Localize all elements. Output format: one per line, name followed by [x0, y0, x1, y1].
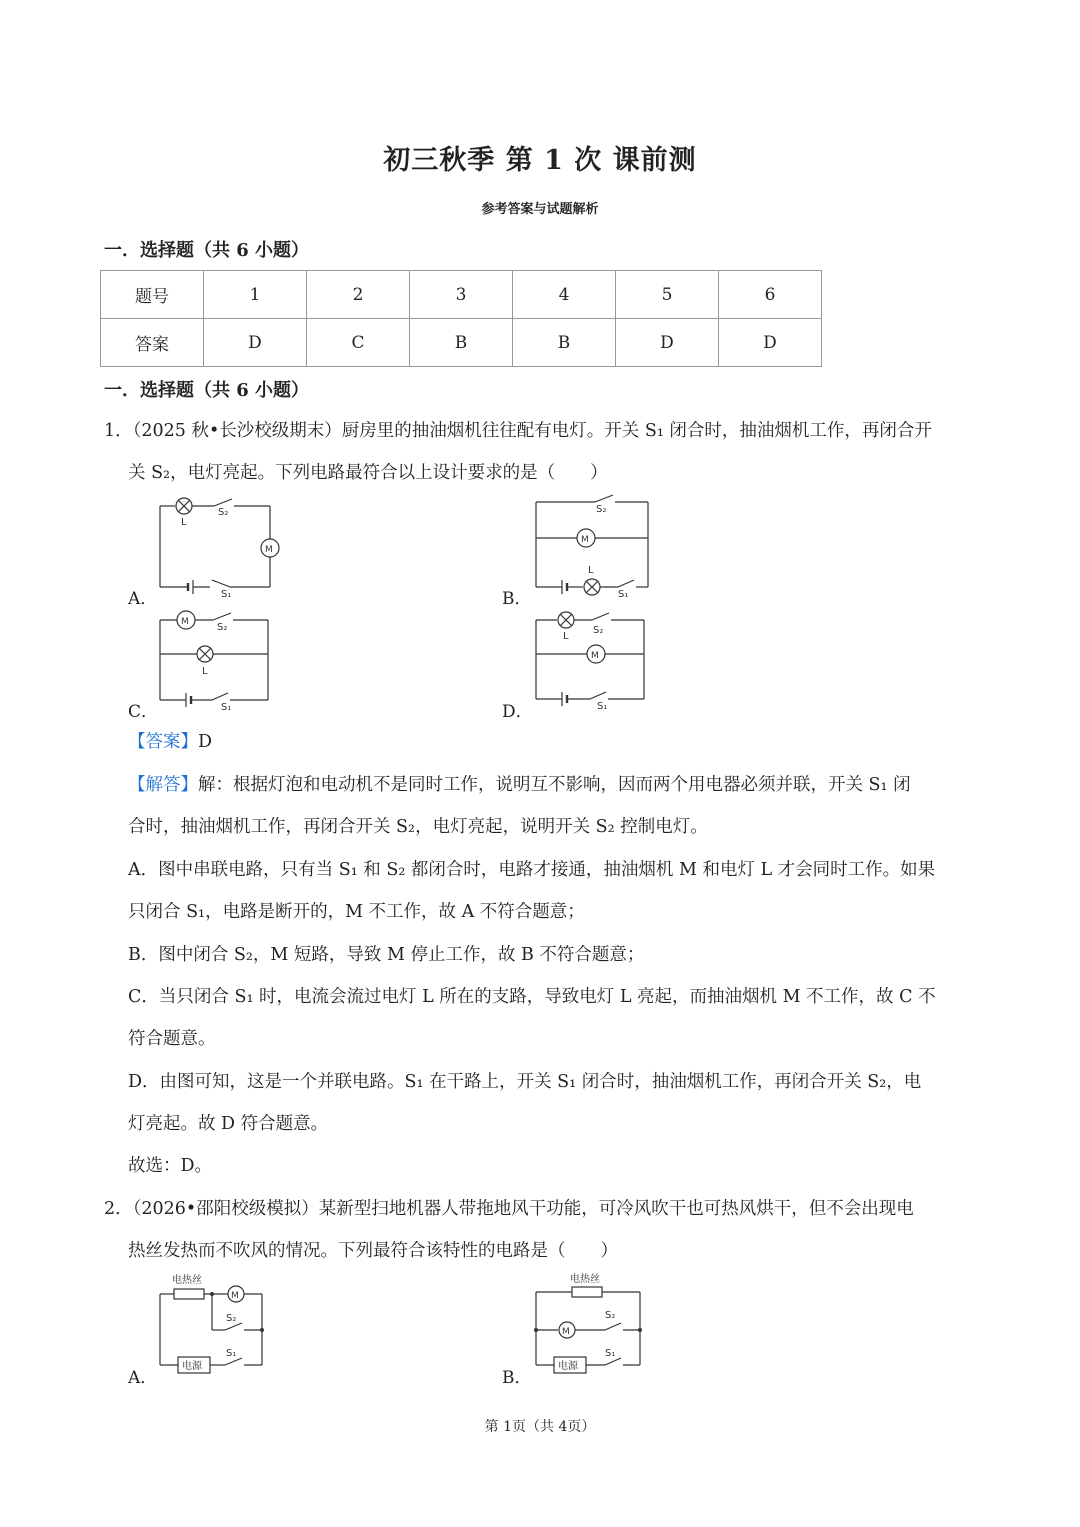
switch-label: S₂ [226, 1313, 237, 1324]
table-cell: 6 [719, 271, 822, 319]
switch-label: S₂ [605, 1310, 616, 1321]
answer-tag: 【答案】 [128, 732, 198, 752]
motor-label: M [591, 651, 599, 661]
motor-label: M [265, 545, 273, 555]
table-cell: D [204, 319, 307, 367]
table-cell: D [719, 319, 822, 367]
switch-label: S₂ [218, 507, 229, 518]
question-1-line-2: 关 S₂，电灯亮起。下列电路最符合以上设计要求的是（ ） [128, 463, 608, 483]
analysis-line-2: 合时，抽油烟机工作，再闭合开关 S₂，电灯亮起，说明开关 S₂ 控制电灯。 [128, 817, 708, 837]
motor-label: M [581, 535, 589, 545]
answer-line [128, 721, 984, 763]
circuit-d [536, 612, 644, 706]
table-cell: 4 [513, 271, 616, 319]
power-label: 电源 [558, 1361, 578, 1372]
answer-value: D [198, 732, 213, 752]
heater-label: 电热丝 [172, 1275, 202, 1286]
question-1-circuits [100, 490, 1000, 725]
explanation-a-1: A．图中串联电路，只有当 S₁ 和 S₂ 都闭合时，电路才接通，抽油烟机 M 和电灯 L 才会同时工作。如果 [128, 860, 936, 880]
lamp-label: L [181, 517, 187, 528]
table-cell: 2 [307, 271, 410, 319]
table-row [101, 319, 822, 367]
section-heading: 一．选择题（共 6 小题） [104, 240, 310, 261]
circuit-2b [536, 1287, 640, 1373]
switch-label: S₂ [596, 504, 607, 515]
heater-label: 电热丝 [570, 1274, 600, 1285]
motor-label: M [181, 617, 189, 627]
explanation-b: B．图中闭合 S₂，M 短路，导致 M 停止工作，故 B 不符合题意； [128, 945, 645, 965]
switch-label: S₁ [605, 1348, 616, 1359]
table-cell: 答案 [101, 319, 204, 367]
switch-label: S₁ [226, 1348, 237, 1359]
motor-label: M [231, 1291, 239, 1301]
motor-label: M [562, 1327, 570, 1337]
power-label: 电源 [182, 1361, 202, 1372]
circuit-2a [160, 1286, 262, 1373]
question-1-line-1: 1．（2025 秋•长沙校级期末）厨房里的抽油烟机往往配有电灯。开关 S₁ 闭合时，抽油烟机工作，再闭合开 [104, 421, 932, 441]
switch-label: S₁ [221, 702, 232, 713]
explanation-c-1: C．当只闭合 S₁ 时，电流会流过电灯 L 所在的支路，导致电灯 L 亮起，而抽油烟机 M 不工作，故 C 不 [128, 987, 936, 1007]
page-subtitle: 参考答案与试题解析 [481, 202, 599, 217]
table-cell: 1 [204, 271, 307, 319]
table-row [101, 271, 822, 319]
page-footer: 第 1页（共 4页） [484, 1419, 596, 1435]
switch-label: S₁ [597, 701, 608, 712]
question-2-line-2: 热丝发热而不吹风的情况。下列最符合该特性的电路是（ ） [128, 1241, 618, 1261]
switch-label: S₁ [221, 589, 232, 600]
explanation-c-2: 符合题意。 [128, 1029, 216, 1049]
circuit-b [536, 495, 648, 595]
table-cell: 题号 [101, 271, 204, 319]
table-cell: 3 [410, 271, 513, 319]
lamp-label: L [563, 631, 569, 642]
option-a-label: A． [128, 589, 158, 609]
circuit-c [160, 611, 268, 707]
option-a-label: A． [128, 1368, 158, 1388]
analysis-tag: 【解答】 [128, 775, 198, 795]
question-2-circuits [100, 1268, 700, 1378]
lamp-label: L [202, 666, 208, 677]
answer-table [100, 270, 822, 367]
option-b-label: B． [502, 1368, 532, 1388]
option-d-label: D． [502, 702, 533, 722]
analysis-line-1 [128, 764, 984, 806]
option-c-label: C． [128, 702, 159, 722]
explanation-a-2: 只闭合 S₁，电路是断开的，M 不工作，故 A 不符合题意； [128, 902, 585, 922]
section-heading: 一．选择题（共 6 小题） [104, 380, 310, 401]
option-b-label: B． [502, 589, 532, 609]
table-cell: B [513, 319, 616, 367]
question-2-line-1: 2．（2026•邵阳校级模拟）某新型扫地机器人带拖地风干功能，可冷风吹干也可热风烘干，但不会出现电 [104, 1199, 914, 1219]
table-cell: D [616, 319, 719, 367]
explanation-d-1: D．由图可知，这是一个并联电路。S₁ 在干路上，开关 S₁ 闭合时，抽油烟机工作，再闭合开关 S₂，电 [128, 1072, 922, 1092]
lamp-label: L [588, 565, 594, 576]
page-title: 初三秋季 第 1 次 课前测 [383, 145, 697, 176]
switch-label: S₁ [618, 589, 629, 600]
table-cell: B [410, 319, 513, 367]
switch-label: S₂ [593, 625, 604, 636]
analysis-text: 解：根据灯泡和电动机不是同时工作，说明互不影响，因而两个用电器必须并联，开关 S₁ 闭 [198, 775, 911, 795]
table-cell: 5 [616, 271, 719, 319]
explanation-d-2: 灯亮起。故 D 符合题意。 [128, 1114, 329, 1134]
table-cell: C [307, 319, 410, 367]
switch-label: S₂ [217, 622, 228, 633]
choose-line: 故选：D。 [128, 1156, 213, 1176]
